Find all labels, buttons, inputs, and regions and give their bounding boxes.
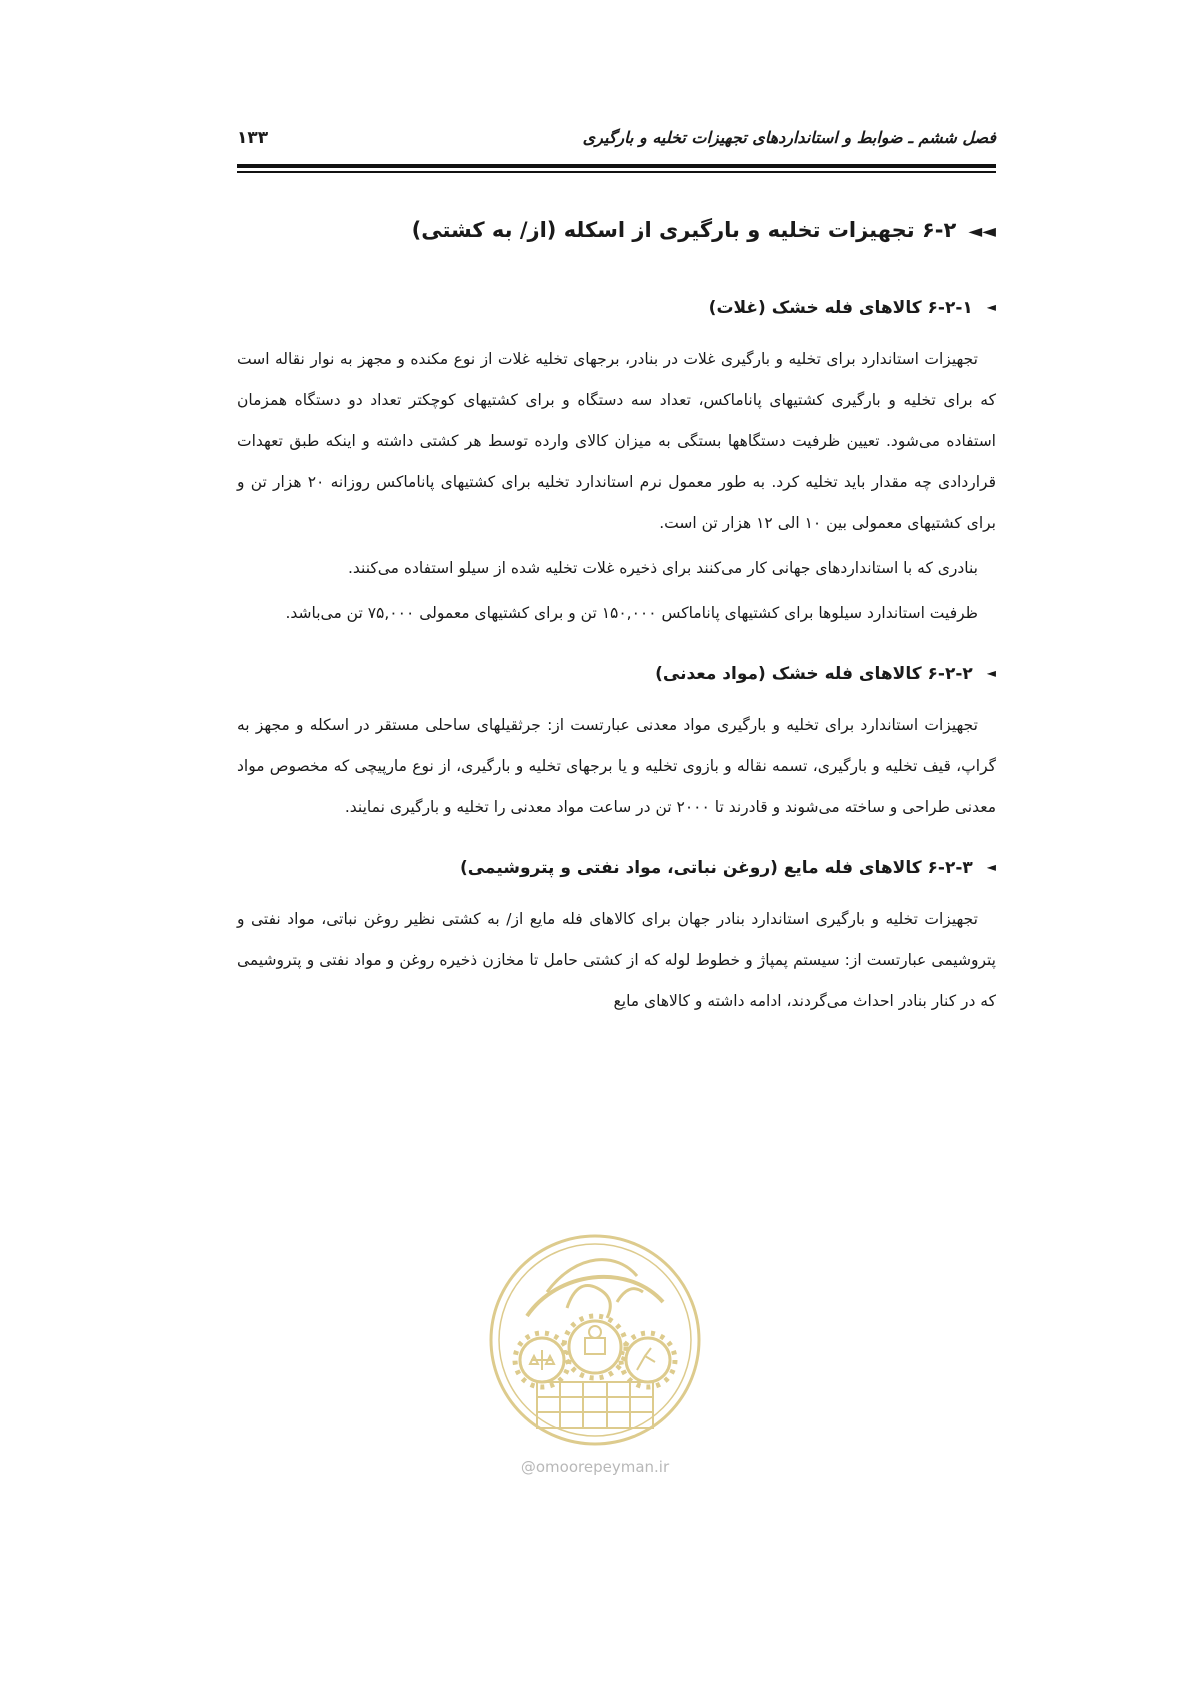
header-rule-thin: [237, 171, 996, 173]
watermark-url: @omoorepeyman.ir: [520, 1458, 670, 1476]
arrow-icon: ◄: [986, 300, 996, 314]
paragraph: ظرفیت استاندارد سیلوها برای کشتیهای پاناماکس ۱۵۰,۰۰۰ تن و برای کشتیهای معمولی ۷۵,۰۰۰ تن می‌باشد.: [285, 604, 978, 622]
header-rule-thick: [237, 164, 996, 168]
arrow-icon: ◄: [986, 666, 996, 680]
subsection-title: ۶-۲-۲ کالاهای فله خشک (مواد معدنی): [655, 664, 973, 684]
subsection-title: ۶-۲-۱ کالاهای فله خشک (غلات): [708, 298, 973, 318]
running-header: [237, 128, 996, 158]
double-arrow-icon: ◄◄: [968, 221, 996, 242]
section-heading: [237, 212, 996, 250]
paragraph: بنادری که با استانداردهای جهانی کار می‌کنند برای ذخیره غلات تخلیه شده از سیلو استفاده می‌کنند.: [347, 559, 978, 577]
subsection-heading: [237, 852, 996, 885]
paragraph: تجهیزات تخلیه و بارگیری استاندارد بنادر جهان برای کالاهای فله مایع از/ به کشتی نظیر روغن نباتی، مواد نفتی و پتروشیمی عبارتست از: سیستم پمپاژ و خطوط لوله که از کشتی حامل تا مخازن ذخیره روغن و مواد نفتی و پتروشیمی که در کنار بنادر احداث می‌گردند، ادامه داشته و کالاهای مایع: [237, 910, 996, 1010]
paragraph: تجهیزات استاندارد برای تخلیه و بارگیری غلات در بنادر، برجهای تخلیه غلات از نوع مکنده و مجهز به نوار نقاله است که برای تخلیه و بارگیری کشتیهای پاناماکس، تعداد سه دستگاه و برای کشتیهای کوچکتر تعداد دو دستگاه همزمان استفاده می‌شود. تعیین ظرفیت دستگاهها بستگی به میزان کالای وارده توسط هر کشتی داشته و اینکه طبق تعهدات قراردادی چه مقدار باید تخلیه کرد. به طور معمول نرم استاندارد تخلیه برای کشتیهای پاناماکس روزانه ۲۰ هزار تن و برای کشتیهای معمولی بین ۱۰ الی ۱۲ هزار تن است.: [237, 350, 996, 532]
section-title: ۶-۲ تجهیزات تخلیه و بارگیری از اسکله (از/ به کشتی): [411, 218, 957, 242]
chapter-title: فصل ششم ـ ضوابط و استانداردهای تجهیزات تخلیه و بارگیری: [582, 128, 996, 147]
page-number: ۱۳۳: [237, 128, 269, 148]
paragraph: تجهیزات استاندارد برای تخلیه و بارگیری مواد معدنی عبارتست از: جرثقیلهای ساحلی مستقر در اسکله و مجهز به گراپ، قیف تخلیه و بارگیری، تسمه نقاله و بازوی تخلیه و یا برجهای تخلیه و بارگیری، از نوع مارپیچی که مخصوص مواد معدنی طراحی و ساخته می‌شوند و قادرند تا ۲۰۰۰ تن در ساعت مواد معدنی را تخلیه و بارگیری نمایند.: [237, 716, 996, 816]
arrow-icon: ◄: [986, 860, 996, 874]
watermark-logo: [487, 1232, 703, 1448]
subsection-heading: [237, 658, 996, 691]
page-content: [237, 212, 996, 1026]
subsection-title: ۶-۲-۳ کالاهای فله مایع (روغن نباتی، مواد نفتی و پتروشیمی): [459, 858, 973, 878]
subsection-heading: [237, 292, 996, 325]
